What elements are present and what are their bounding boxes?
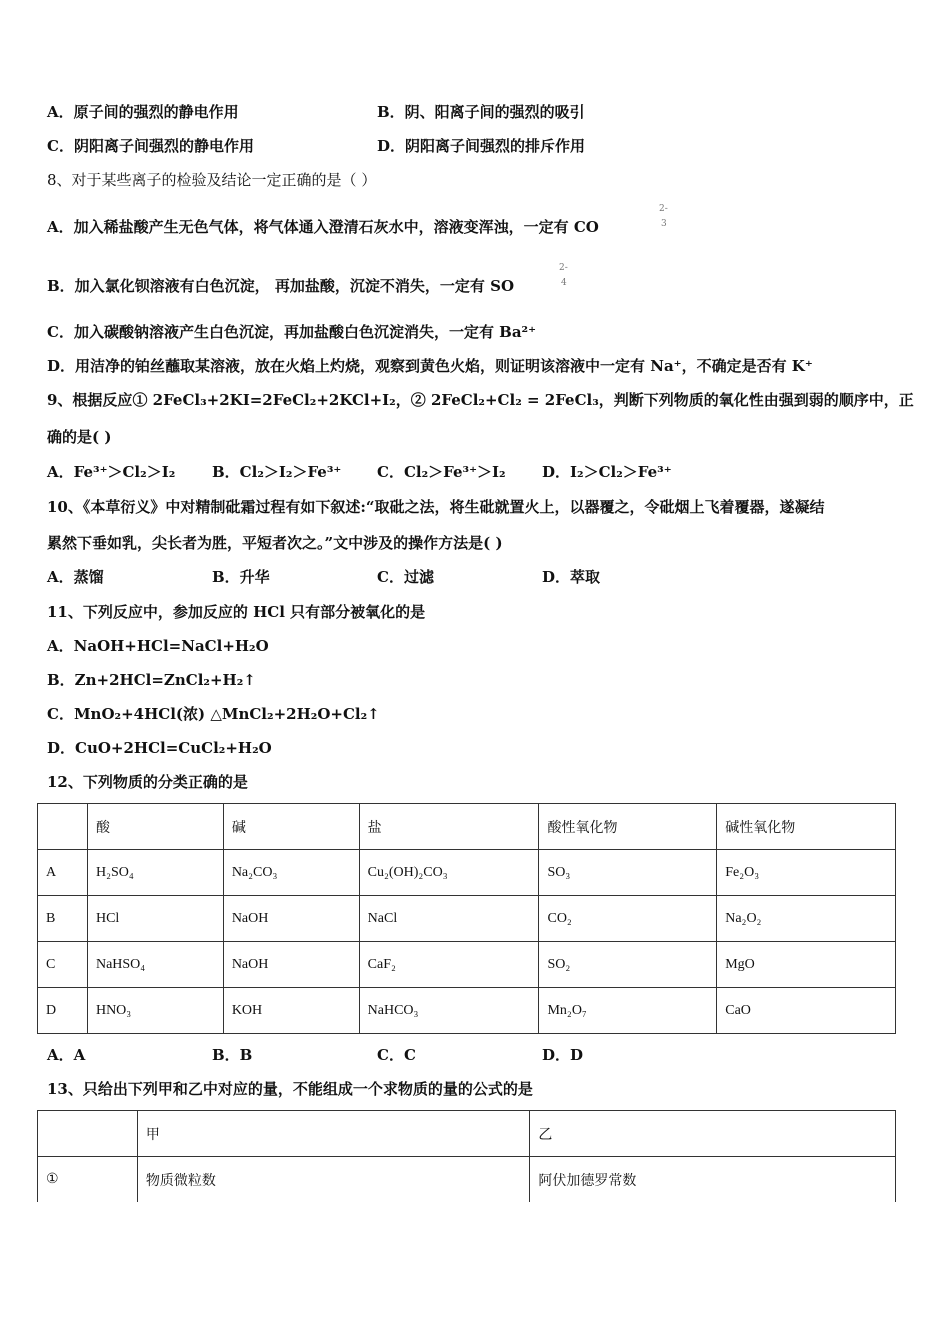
- q8-option-c: C．加入碳酸钠溶液产生白色沉淀，再加盐酸白色沉淀消失，一定有 Ba²⁺: [47, 323, 537, 341]
- q9-option-c: C．Cl₂＞Fe³⁺＞I₂: [377, 463, 506, 481]
- q9-option-d: D．I₂＞Cl₂＞Fe³⁺: [542, 463, 672, 481]
- table-cell: Na₂O₂: [717, 896, 896, 942]
- header-cell: 甲: [137, 1111, 530, 1157]
- table-row: [38, 988, 896, 1034]
- q8-option-b: B．加入氯化钡溶液有白色沉淀， 再加盐酸，沉淀不消失，一定有 SO: [47, 277, 515, 295]
- table-cell: NaOH: [223, 896, 359, 942]
- q9-option-b: B．Cl₂＞I₂＞Fe³⁺: [212, 463, 342, 481]
- q8-a-charge: 2-: [659, 204, 668, 214]
- table-cell: B: [38, 896, 88, 942]
- header-cell: [38, 1111, 138, 1157]
- header-cell: 碱性氧化物: [717, 804, 896, 850]
- table-cell: C: [38, 942, 88, 988]
- table-cell: Cu₂(OH)₂CO₃: [359, 850, 539, 896]
- table-cell: MgO: [717, 942, 896, 988]
- header-cell: 盐: [359, 804, 539, 850]
- header-cell: 乙: [530, 1111, 896, 1157]
- q10-option-d: D．萃取: [542, 568, 601, 586]
- table-cell: A: [38, 850, 88, 896]
- q12-stem: 12、下列物质的分类正确的是: [47, 773, 248, 791]
- table-header-row: [38, 804, 896, 850]
- q13-stem: 13、只给出下列甲和乙中对应的量，不能组成一个求物质的量的公式的是: [47, 1080, 533, 1098]
- q12-option-c: C．C: [377, 1046, 416, 1064]
- table-cell: HCl: [87, 896, 223, 942]
- q11-option-d: D．CuO+2HCl=CuCl₂+H₂O: [47, 739, 272, 757]
- q12-option-a: A．A: [47, 1046, 86, 1064]
- q8-option-d: D．用洁净的铂丝蘸取某溶液，放在火焰上灼烧，观察到黄色火焰，则证明该溶液中一定有 Na⁺，不确定是否有 K⁺: [47, 357, 813, 375]
- table-cell: CaO: [717, 988, 896, 1034]
- q10-option-c: C．过滤: [377, 568, 434, 586]
- table-cell: H₂SO₄: [87, 850, 223, 896]
- q13-table: [37, 1110, 896, 1202]
- q7-option-d: D．阴阳离子间强烈的排斥作用: [377, 137, 586, 155]
- q12-option-d: D．D: [542, 1046, 584, 1064]
- q9-option-a: A．Fe³⁺＞Cl₂＞I₂: [47, 463, 176, 481]
- q8-b-charge: 2-: [559, 263, 568, 273]
- table-cell: Fe₂O₃: [717, 850, 896, 896]
- table-row: [38, 850, 896, 896]
- q8-b-subscript: 4: [561, 278, 567, 288]
- q9-stem-line2: 确的是( ): [47, 428, 112, 446]
- table-cell: NaHCO₃: [359, 988, 539, 1034]
- q7-option-b: B．阴、阳离子间的强烈的吸引: [377, 103, 585, 121]
- q10-stem-line2: 累然下垂如乳，尖长者为胜，平短者次之。”文中涉及的操作方法是( ): [47, 534, 503, 552]
- q7-option-c: C．阴阳离子间强烈的静电作用: [47, 137, 254, 155]
- table-cell: D: [38, 988, 88, 1034]
- table-cell: KOH: [223, 988, 359, 1034]
- table-cell: SO₃: [539, 850, 717, 896]
- table-cell: CaF₂: [359, 942, 539, 988]
- table-cell: NaCl: [359, 896, 539, 942]
- table-cell: HNO₃: [87, 988, 223, 1034]
- q7-option-a: A．原子间的强烈的静电作用: [47, 103, 239, 121]
- q10-option-a: A．蒸馏: [47, 568, 104, 586]
- q10-stem-line1: 10、《本草衍义》中对精制砒霜过程有如下叙述:“取砒之法，将生砒就置火上，以器覆之，令砒烟上飞着覆器，遂凝结: [47, 498, 825, 516]
- table-cell: SO₂: [539, 942, 717, 988]
- table-row: [38, 896, 896, 942]
- q12-option-b: B．B: [212, 1046, 253, 1064]
- q8-option-a: A．加入稀盐酸产生无色气体，将气体通入澄清石灰水中，溶液变浑浊，一定有 CO: [47, 218, 599, 236]
- q11-option-b: B．Zn+2HCl=ZnCl₂+H₂↑: [47, 671, 256, 689]
- table-cell: 阿伏加德罗常数: [530, 1157, 896, 1203]
- q11-option-c: C．MnO₂+4HCl(浓) △MnCl₂+2H₂O+Cl₂↑: [47, 705, 380, 723]
- table-cell: NaOH: [223, 942, 359, 988]
- q10-option-b: B．升华: [212, 568, 270, 586]
- header-cell: 酸: [87, 804, 223, 850]
- q11-option-a: A．NaOH+HCl=NaCl+H₂O: [47, 637, 269, 655]
- table-cell: Mn₂O₇: [539, 988, 717, 1034]
- table-cell: Na₂CO₃: [223, 850, 359, 896]
- table-cell: CO₂: [539, 896, 717, 942]
- table-row: [38, 942, 896, 988]
- q8-stem: 8、对于某些离子的检验及结论一定正确的是（ ）: [47, 171, 377, 189]
- q11-stem: 11、下列反应中，参加反应的 HCl 只有部分被氧化的是: [47, 603, 426, 621]
- table-header-row: [38, 1111, 896, 1157]
- table-cell: 物质微粒数: [137, 1157, 530, 1203]
- header-cell: 碱: [223, 804, 359, 850]
- q8-a-subscript: 3: [661, 219, 667, 229]
- q9-stem-line1: 9、根据反应① 2FeCl₃+2KI=2FeCl₂+2KCl+I₂，② 2FeCl₂+Cl₂ = 2FeCl₃，判断下列物质的氧化性由强到弱的顺序中，正: [47, 391, 914, 409]
- table-row: [38, 1157, 896, 1203]
- table-cell: ①: [38, 1157, 138, 1203]
- q12-classification-table: [37, 803, 896, 1034]
- header-cell: [38, 804, 88, 850]
- table-cell: NaHSO₄: [87, 942, 223, 988]
- header-cell: 酸性氧化物: [539, 804, 717, 850]
